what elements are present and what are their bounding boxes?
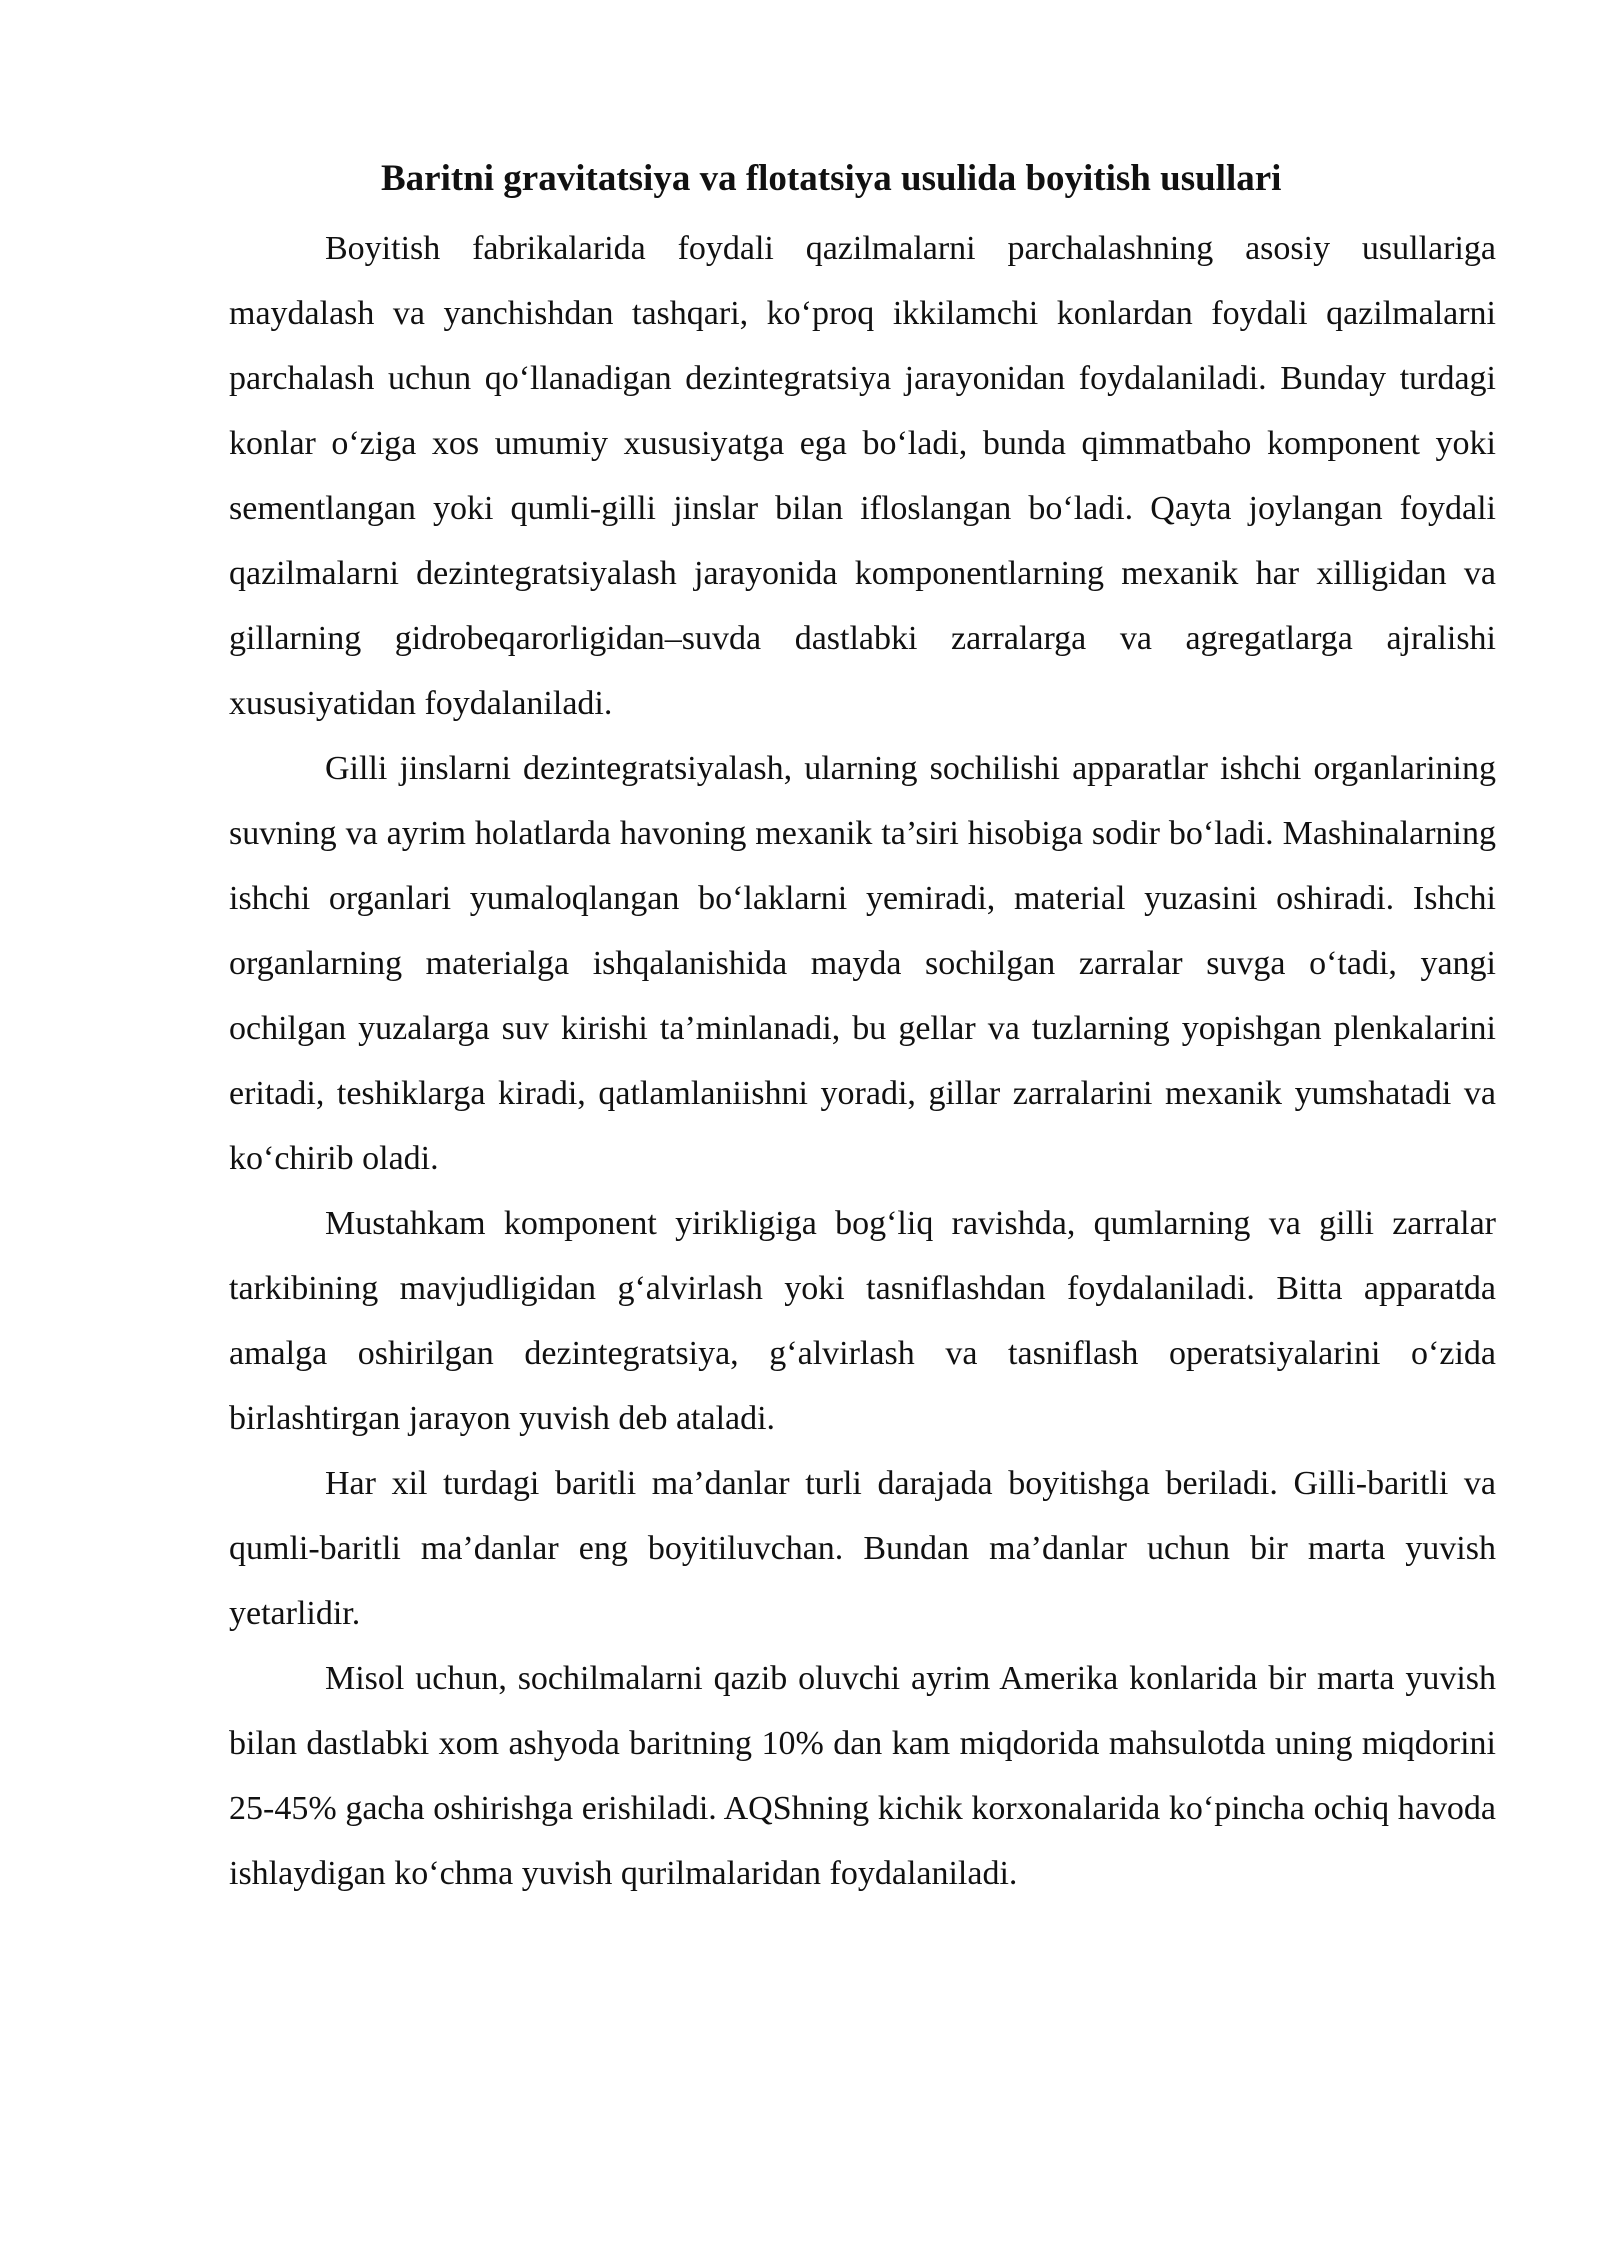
paragraph-1: Boyitish fabrikalarida foydali qazilmalarni parchalashning asosiy usullariga maydalash va yanchishdan tashqari, ko‘proq ikkilamchi konlardan foydali qazilmalarni parchalash uchun qo‘llanadigan dezintegratsiya jarayonidan foydalaniladi. Bunday turdagi konlar o‘ziga xos umumiy xususiyatga ega bo‘ladi, bunda qimmatbaho komponent yoki sementlangan yoki qumli-gilli jinslar bilan ifloslangan bo‘ladi. Qayta joylangan foydali qazilmalarni dezintegratsiyalash jarayonida komponentlarning mexanik har xilligidan va gillarning gidrobeqarorligidan–suvda dastlabki zarralarga va agregatlarga ajralishi xususiyatidan foydalaniladi. — [229, 230, 1496, 722]
paragraph-4: Har xil turdagi baritli ma’danlar turli darajada boyitishga beriladi. Gilli-baritli va qumli-baritli ma’danlar eng boyitiluvchan. Bundan ma’danlar uchun bir marta yuvish yetarlidir. — [229, 1465, 1496, 1632]
paragraph-5: Misol uchun, sochilmalarni qazib oluvchi ayrim Amerika konlarida bir marta yuvish bilan dastlabki xom ashyoda baritning 10% dan kam miqdorida mahsulotda uning miqdorini 25-45% gacha oshirishga erishiladi. AQShning kichik korxonalarida ko‘pincha ochiq havoda ishlaydigan ko‘chma yuvish qurilmalaridan foydalaniladi. — [229, 1660, 1496, 1892]
paragraph-3: Mustahkam komponent yirikligiga bog‘liq ravishda, qumlarning va gilli zarralar tarkibining mavjudligidan g‘alvirlash yoki tasniflashdan foydalaniladi. Bitta apparatda amalga oshirilgan dezintegratsiya, g‘alvirlash va tasniflash operatsiyalarini o‘zida birlashtirgan jarayon yuvish deb ataladi. — [229, 1205, 1496, 1437]
paragraph-2: Gilli jinslarni dezintegratsiyalash, ularning sochilishi apparatlar ishchi organlarining suvning va ayrim holatlarda havoning mexanik ta’siri hisobiga sodir bo‘ladi. Mashinalarning ishchi organlari yumaloqlangan bo‘laklarni yemiradi, material yuzasini oshiradi. Ishchi organlarning materialga ishqalanishida mayda sochilgan zarralar suvga o‘tadi, yangi ochilgan yuzalarga suv kirishi ta’minlanadi, bu gellar va tuzlarning yopishgan plenkalarini eritadi, teshiklarga kiradi, qatlamlaniishni yoradi, gillar zarralarini mexanik yumshatadi va ko‘chirib oladi. — [229, 750, 1496, 1177]
document-title: Baritni gravitatsiya va flotatsiya usulida boyitish usullari — [381, 158, 1282, 199]
